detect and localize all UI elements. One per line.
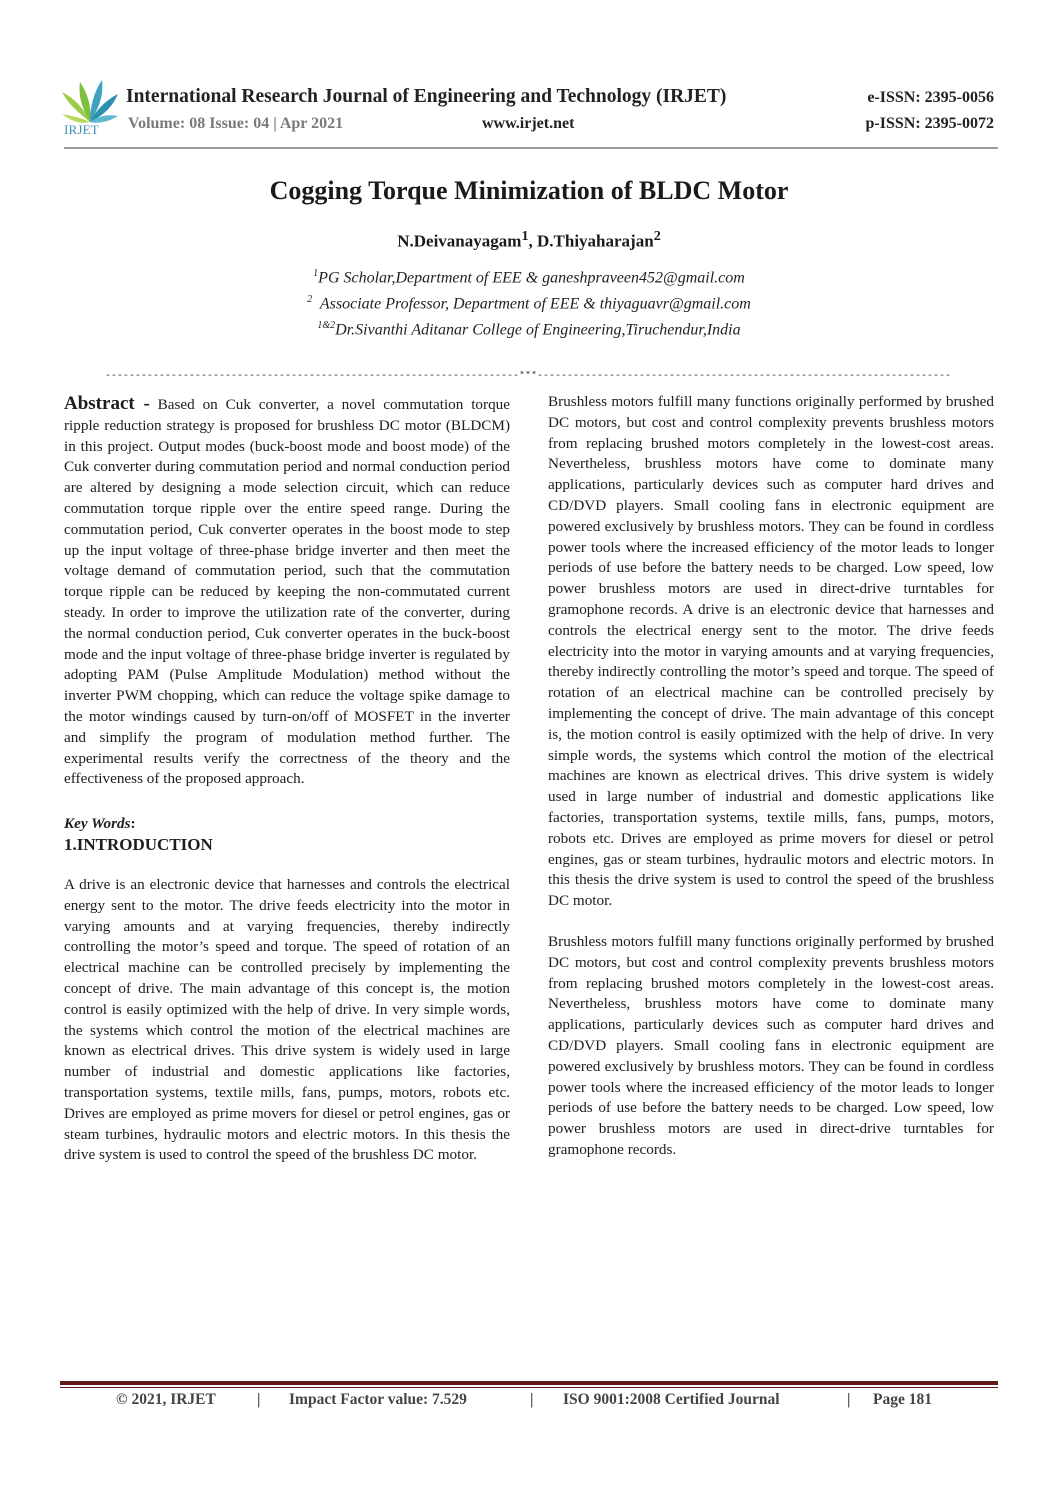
affiliation-3 xyxy=(0,320,1058,339)
header-divider xyxy=(64,147,998,149)
footer-divider-thick xyxy=(60,1381,998,1385)
paper-title: Cogging Torque Minimization of BLDC Motor xyxy=(269,176,789,205)
footer-separator: | xyxy=(530,1391,534,1408)
affiliation-sup: 2 xyxy=(307,294,313,305)
leaf-logo-icon xyxy=(60,78,120,124)
keywords-label: Key Words xyxy=(64,815,131,833)
footer-separator: | xyxy=(257,1391,261,1408)
section-separator: ---------------------------------------------------------------------***--------------------------------------------------------------------- xyxy=(104,371,952,382)
author-list xyxy=(0,228,1058,252)
affiliation-sup: 1 xyxy=(313,268,319,279)
author-name: D.Thiyaharajan xyxy=(537,231,654,251)
right-column xyxy=(548,392,994,1161)
volume-info: Volume: 08 Issue: 04 | Apr 2021 xyxy=(128,115,344,132)
keywords xyxy=(64,814,510,835)
affiliation-text: PG Scholar,Department of EEE & ganeshpraveen452@gmail.com xyxy=(318,269,745,287)
author-sup: 2 xyxy=(653,228,661,244)
footer-separator: | xyxy=(847,1391,851,1408)
author-name: N.Deivanayagam xyxy=(397,231,522,251)
abstract xyxy=(64,394,510,790)
footer-copyright: © 2021, IRJET xyxy=(116,1391,216,1408)
affiliation-sup: 1&2 xyxy=(317,320,336,331)
journal-header xyxy=(60,78,1000,148)
p-issn: p-ISSN: 2395-0072 xyxy=(865,115,994,132)
body-paragraph-2: Brushless motors fulfill many functions originally performed by brushed DC motors, but cost and control complexity prevents brushless motors from replacing brushed motors completely in the lowest-cost areas. Nevertheless, brushless motors have come to dominate many applications, particularly devices such as computer hard drives and CD/DVD players. Small cooling fans in electronic equipment are powered exclusively by brushless motors. They can be found in cordless power tools where the increased efficiency of the motor leads to longer periods of use before the battery needs to be charged. Low speed, low power brushless motors are used in direct-drive turntables for gramophone records. xyxy=(548,932,994,1158)
abstract-text: Based on Cuk converter, a novel commutation torque ripple reduction strategy is proposed for brushless DC motor (BLDCM) in this project. Output modes (buck-boost mode and boost mode) of the Cuk converter during commutation period and normal conduction period are altered by designing a mode selection circuit, which can reduce commutation torque ripple over the entire speed range. During the commutation period, Cuk converter operates in the boost mode to step up the input voltage of three-phase bridge inverter and then meet the voltage demand of commutation period, such that the commutation torque ripple can be reduced by keeping the non-commutated current steady. In order to improve the utilization rate of the converter, during the normal conduction period, Cuk converter operates in the buck-boost mode and the input voltage of three-phase bridge inverter is regulated by adopting PAM (Pulse Amplitude Modulation) method without the inverter PWM chopping, which can reduce the voltage spike damage to the motor windings caused by turn-on/off of MOSFET in the inverter and simplify the program of modulation method further. The experimental results verify the correctness of the theory and the effectiveness of the proposed approach. xyxy=(64,396,510,788)
page-footer xyxy=(60,1391,998,1413)
section-heading-introduction: 1.INTRODUCTION xyxy=(64,834,213,854)
abstract-label: Abstract - xyxy=(64,393,150,414)
introduction-paragraph: A drive is an electronic device that harnesses and controls the electrical energy sent to the motor. The drive feeds electricity into the motor in varying amounts and at varying frequencies, thereby indirectly controlling the motor’s speed and torque. The speed of rotation of an electrical machine can be controlled precisely by implementing the concept of drive. The main advantage of this concept is, the motion control is easily optimized with the help of drive. In very simple words, the systems which control the motion of the electrical machines are known as electrical drives. This drive system is widely used in large number of industrial and domestic applications like factories, transportation systems, textile mills, fans, pumps, motors, robots etc. Drives are employed as prime movers for diesel or petrol engines, gas or steam turbines, hydraulic motors and electric motors. In this thesis the drive system is used to control the speed of the brushless DC motor. xyxy=(64,875,510,1164)
author-separator: , xyxy=(528,231,538,251)
affiliation-text: Associate Professor, Department of EEE & thiyaguavr@gmail.com xyxy=(312,295,751,313)
affiliation-2 xyxy=(0,294,1058,313)
footer-page-number: Page 181 xyxy=(873,1391,932,1408)
journal-website-link[interactable]: www.irjet.net xyxy=(482,115,575,132)
body-paragraph-1: Brushless motors fulfill many functions originally performed by brushed DC motors, but cost and control complexity prevents brushless motors from replacing brushed motors completely in the lowest-cost areas. Nevertheless, brushless motors have come to dominate many applications, particularly devices such as computer hard drives and CD/DVD players. Small cooling fans in electronic equipment are powered exclusively by brushless motors. They can be found in cordless power tools where the increased efficiency of the motor leads to longer periods of use before the battery needs to be charged. Low speed, low power brushless motors are used in direct-drive turntables for gramophone records. A drive is an electronic device that harnesses and controls the electrical energy sent to the motor. The drive feeds electricity into the motor in varying amounts and at varying frequencies, thereby indirectly controlling the motor’s speed and torque. The speed of rotation of an electrical machine can be controlled precisely by implementing the concept of drive. The main advantage of this concept is, the motion control is easily optimized with the help of drive. In very simple words, the systems which control the motion of the electrical machines are known as electrical drives. This drive system is widely used in large number of industrial and domestic applications like factories, transportation systems, textile mills, fans, pumps, motors, robots etc. Drives are employed as prime movers for diesel or petrol engines, gas or steam turbines, hydraulic motors and electric motors. In this thesis the drive system is used to control the speed of the brushless DC motor. xyxy=(548,393,994,910)
affiliation-text: Dr.Sivanthi Aditanar College of Engineering,Tiruchendur,India xyxy=(335,321,741,339)
author-sup: 1 xyxy=(521,228,529,244)
journal-title: International Research Journal of Engineering and Technology (IRJET) xyxy=(126,86,727,107)
affiliation-1 xyxy=(0,268,1058,287)
left-column xyxy=(64,394,510,1166)
footer-divider-thin xyxy=(60,1387,998,1388)
logo-wordmark: IRJET xyxy=(64,122,99,137)
footer-iso: ISO 9001:2008 Certified Journal xyxy=(563,1391,780,1408)
footer-impact-factor: Impact Factor value: 7.529 xyxy=(289,1391,467,1408)
keywords-colon: : xyxy=(130,815,136,833)
e-issn: e-ISSN: 2395-0056 xyxy=(867,89,994,106)
irjet-logo xyxy=(60,78,120,140)
